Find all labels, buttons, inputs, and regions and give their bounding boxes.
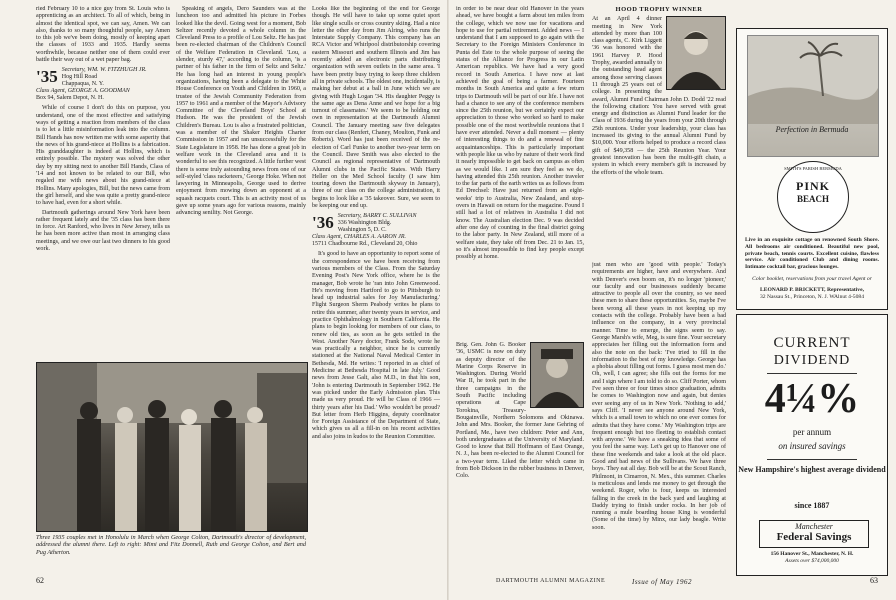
right-col1-bottom-text: Brig. Gen. John G. Booker '36, USMC is now on duty as deputy director of the Marine Corps Reserve in Washington. During World War II, he took part in the three campaigns in the South Pacific including operations at Cape Torokina, Treasury-Bougainville, Northern Solomons and Okinawa. John and Mrs. Booker, the former Jane Gehring of Portland, Me., have two children: Peter and Ann, both undergraduates at the University of Maryland. Good to know that Bill Hoffmann of East Orange, N. J., has been re-elected to the Alumni Council for a two-year term. Liked the letter which came in from Bob Dickson in the rubber business in Denver, Colo. — [456, 342, 584, 480]
pink-beach-rep: LEONARD P. BRICKETT, Representative, — [759, 286, 864, 293]
right-folio: 63 — [870, 576, 878, 585]
booker-portrait-illustration — [531, 343, 583, 407]
class-35-secretary: Secretary, WM. W. FITZHUGH JR. — [61, 67, 147, 74]
logo-pink: PINK — [796, 179, 830, 193]
pink-beach-logo — [777, 161, 849, 233]
bermuda-scene-illustration — [748, 36, 878, 124]
right-col1-text: in order to be near dear old Hanover in the years ahead, we have bought a farm about ten miles from the college, which we now use for vacations and hope to use for partial retirement. Added news — I understand that I am supposed to go again with the Secretary to the Foreign Ministers Conference in Punta del Este to the whole purpose of seeing the status of the Alliance for Progress in our Latin American republics. We have had a very good record in South America. I have now at last achieved the goal of being a farmer. Fourteen months in South America and quite a few return trips to Dartmouth will be part of our life. I have not had a chance to see any of the conference members since the 25th reunion, but we certainly expect our appreciation to those who worked so hard to make possible one of the most worthwhile reunions that I have ever attended. Never a dull moment — plenty of interesting things to do and a renewal of fine acquaintanceships. This is particularly important with people like us who by nature of their work find it nearly impossible to get back on campus as often as we would like. I am sure they feel as we do, having attended this 25th reunion. Another traveler to the far parts of the earth writes us as follows from Ed Drechsel: Have just returned from an eight-weeks' trip to Australia, New Zealand, and stop-overs in Hawaii on return for the magazine. Found I still had a lot of relatives in Australia I did not know. The Australian election Dec. 9 was decided after one day of counting in the final district going to the labor party. In New Zealand, still more of a welfare state, they take off from Dec. 21 to Jan. 15, so it's almost impossible to find key people except possibly at home. — [456, 6, 584, 261]
logo-beach: BEACH — [796, 194, 829, 204]
pink-beach-description: Live in an exquisite cottage on renowned South Shore. All bedrooms air conditioned. Beautiful new pool, private beach, tennis courts. Excellent cuisine, flawless service. Air conditioned Club and dining rooms. Intimate cocktail bar, gracious lounges. — [745, 237, 879, 271]
manchester-federal-logo — [759, 520, 869, 548]
left-column-3 — [312, 6, 440, 566]
logo-ring-text: SMITH'S PARISH BERMUDA — [784, 166, 842, 171]
state-highest: New Hampshire's highest average dividend — [738, 465, 886, 474]
left-column-2 — [176, 6, 306, 356]
honolulu-group-photo — [36, 362, 308, 532]
current-label: CURRENT — [773, 335, 851, 351]
booker-portrait-photo — [530, 342, 584, 408]
ad-rule-top — [767, 373, 857, 374]
class-36-address2: Washington 5, D. C. — [337, 227, 387, 234]
pink-beach-brochure: Color booklet, reservations from your travel Agent or — [752, 275, 872, 282]
right-col2-text: just men who are 'good with people.' Today's requirements are higher, have and everywhere. And with Denver's own boom on, it's no longer 'pioneer,' our faculty and our businesses suddenly became attractive to people all over the country, so we need these men to share these opportunities. So, maybe I've been wrong all these years in not keeping up my contacts with the college. Probably have been a bad influence on the company, in a very provincial manner. Time to emerge, the signs seem to say. George Marsh's wife, Meg, is sure fine. Your secretary appreciates her filling out the information form and also the note on the back: 'I've tried to fill in the information to the best of my knowledge. George has a phobia about filling out forms. I guess most men do.' Oh, well, I can agree; she fills out the forms for me and I sign where I am told to do so. Cliff Porter, whom I've seen three or four times since graduation, admits he comes to Washington now and again, but denies ever seeing any of us in New York. 'Nothing to add,' says Cliff. 'I never see anyone around New York, which is a small town to which no one ever comes for admits that they have come.' My Washington trips are frequent enough but too fleeting to establish contact with anyone.' We have a sneaking idea that some of you feel the same way. Let's get up to Hanover one of these fine weekends and take a look at the old place. Good and bad news of the Sullivans. We have three boys. They eat all day. Bob will be at the Scout Ranch, Philmont, in Cimarron, N. Mex., this summer. Charles is meticulous and lends me money to get through the weekend. Roger, who is four, keeps us interested falling in the creek in the back yard and laughing at Daddy trying to finish under rocks. In her job of running a mule boarding house King is wonderful (Some of the time) by Minx, our lady beagle. Write soon. — [592, 262, 726, 531]
class-36-address1: 336 Washington Bldg. — [337, 220, 392, 227]
left-folio: 62 — [36, 576, 44, 585]
running-head: DARTMOUTH ALUMNI MAGAZINE — [496, 578, 606, 584]
class-year-35: '35 — [36, 67, 58, 87]
pink-beach-body — [745, 237, 879, 300]
liggett-portrait-photo — [666, 16, 726, 90]
col1-top-text: ried February 10 to a nice guy from St. Louis who is apprenticing as an architect. To all of which, being in almost the identical spot, we can say, Amen. We can also, thanks to so many thoughtful people, say Amen to this job we've been doing, mostly of keeping apart the classes of 1933 and 1935. Hardly seems worthwhile, because neither one of them could ever battle their way out of a wet paper bag. — [36, 6, 170, 64]
manchester-street: 156 Hanover St., Manchester, N. H. — [770, 551, 854, 557]
class-36-agent-address: 15711 Chadbourne Rd., Cleveland 20, Ohio — [312, 241, 418, 248]
class-36-header — [312, 213, 440, 248]
pink-beach-advertisement — [736, 28, 888, 310]
class-35-address1: Hog Hill Road — [61, 74, 98, 81]
col1-body: While of course I don't do this on purpose, you understand, one of the most effective and satisfying ways of getting a reaction from members of the class is to let a little misinformation leak into the column. Bill Hands has now written me with some asperity that the news of his grand-niece at Hollins is a fabrication. His granddaughter is indeed at Hollins, which is entirely possible. The mystery was solved the other day by my sitting next to another Bill Hands, Class of '14 and not known to be related to our Bill, who regaled me with news about his grand-niece at Hollins. Many apologies, Bill, but the news came from the girl herself, and she was quite a pretty grand-niece to have had, even for a short while. — [36, 105, 170, 207]
class-35-header — [36, 67, 170, 102]
col2-text: Speaking of angels, Dero Saunders was at the luncheon too and admitted his picture in Forbes looked like the devil. Going west for a moment, Bob Seltzer recently devoted a whole column in the Cleveland Press to a profile of Lou Seltz. He has just been re-elected chairman of the Children's Council of the Welfare Federation in Cleveland. 'Lou, a slender, sturdy 47,' according to the column, 'is a partner of his father in the firm of Seltz and Seltz.' He has long had an interest in young people's organizations, having been a delegate to the White House Conference on Youth and Children in 1960, a trustee of the Jewish Community Federation from 1957 to 1961 and a member of the Mayor's Advisory Committee of the Cleveland Boys' School at Hudson. He was the president of the Jewish Children's Bureau. Lou is also a frustrated politician, was a member of the Shaker Heights Charter Commission in 1957 and ran unsuccessfully for the State Legislature in 1958. He has done a great job in welfare work in the Cleveland area and it is wonderful to see this recognized. A little further west there is some truly astounding news from one of our self-styled 'class racketeers,' George Hoke. When not lawyering in Minneapolis, George used to derive enjoyment from mowing down an opponent at a squash racquets court. This is an activity most of us gave up some years ago for various reasons, mainly advancing senility. Not George. — [176, 6, 306, 217]
class-year-36: '36 — [312, 213, 334, 233]
class-35-address2: Chappaqua, N. Y. — [61, 81, 104, 88]
hood-trophy-heading: HOOD TROPHY WINNER — [615, 6, 703, 13]
right-column-1-bottom — [456, 342, 584, 572]
hood-trophy-text: At an April 4 dinner meeting in New York attended by more than 100 class agents, C. Kirk Liggett '36 was honored with the 1961 Harvey P. Hood Trophy, awarded annually to the outstanding head agent among those serving classes 11 through 25 years out of college. In presenting the award, Alumni Fund Chairman John D. Dodd '22 read the following citation: You have served with great energy and distinction as Alumni Fund leader for the Class of 1936 during the years from your 20th through 25th reunions. Under your leadership, your class has increased its giving to the annual Alumni Fund by $10,000. Your efforts helped to produce a record class gift of $49,358 — the 25th Reunion Year. Your greatest innovation has been the multi-gift chain, a system in which every member's gift is increased by the efforts of the whole team. — [592, 16, 726, 176]
bermuda-tagline: Perfection in Bermuda — [775, 125, 849, 134]
issue-line: Issue of May 1962 — [632, 578, 693, 586]
manchester-assets: Assets over $74,000,000 — [785, 558, 839, 564]
class-36-agent: Class Agent, CHARLES A. AARON JR. — [312, 234, 406, 241]
pink-beach-rep-address: 32 Nassau St., Princeton, N. J. WAlnut 4-5084 — [760, 293, 864, 300]
bermuda-photo — [747, 35, 879, 157]
right-column-2 — [592, 262, 726, 572]
logo-manchester: Manchester — [795, 522, 833, 531]
dividend-label: DIVIDEND — [773, 353, 851, 368]
insured-savings: on insured savings — [778, 441, 846, 451]
class-35-agent: Class Agent, GEORGE A. GOODMAN — [36, 88, 130, 95]
class-36-secretary: Secretary, BARRY C. SULLIVAN — [337, 213, 417, 220]
manchester-address — [737, 551, 887, 565]
since-1887: since 1887 — [794, 501, 830, 510]
class-35-agent-address: Box 94, Salem Depot, N. H. — [36, 95, 104, 102]
photo-caption: Three 1935 couples met in Honolulu in March when George Colton, Dartmouth's director of development, addressed the alumni there. Left to right: Mimi and Fitz Donnell, Ruth and George Colton, and Bert and Pug Atherton. — [36, 534, 306, 556]
col3-text: Looks like the beginning of the end for George though. He will have to take up some quiet sport like single sculls or cross country skiing. Had a nice letter the other day from Jim Alring, who runs the Interstate Supply Company. This company has an RCA Victor and Whirlpool distributorship covering eastern Missouri and southern Illinois and Jim has recently added an electronic parts distributing organization with seven outlets in the same area. 'I have been pretty busy trying to keep three children all in private schools. The oldest one, incidentally, is making her debut at a ball in June which we are giving with Hugh Logan '34. His daughter Peggy is the same age as Dena Anne and we hope for a big turnout of classmates.' We seem to be holding our own in representation at the Dartmouth Alumni Council. The January meeting saw five delegates from our class (Renfert, Chaney, Moulton, Funk and Roberts). Word has just been received of the re-election of Carl Funke to another two-year term on the Council. Dave Smith was also elected to the Council as regional representative of Dartmouth Alumni clubs in the Pacific States. With Harry Heller on the Med School faculty (I saw him touring down the Dartmouth skyway in January), three of our class on the college administration, it begins to look like a '35 takeover. Sure, we seem to be keeping our end up. — [312, 6, 440, 210]
col3-body-2: It's good to have an opportunity to report some of the correspondence we have been receiving from various members of the Class. From the Saturday Evening Post's New York office, where he is the manager, Bob wrote he 'ran into John Greenwood. He's moving from Hartford to go to Pittsburgh to head up industrial sales for Joy Manufacturing.' Flight Surgeon Sherm Peabody writes he plans to retire this summer, after twenty years in service, and practice Ophthalmology in Southern California. He plans to begin looking for members of our class, to renew old ties, as soon as he gets settled in the West. Another Navy doctor, Frank Sode, wrote he was practically a neighbor, since he is currently stationed at the National Naval Medical Center in Bethesda, Md. He writes: 'I reported in as chief of Medicine at Bethesda Hospital in late July.' Good news from Jesse Galt, also M.D., in that his son, 'John is entering Dartmouth in September 1962. He was picked under the Early Admission plan. This made us very proud. He will be Class of 1966 — thirty years after his Dad.' Who wouldn't be proud? But letter from Herb Higgins, deputy coordinator for Foreign Assistance of the Department of State, which gives us all a fill-in on his recent activities and also joins in kudos to the Reunion Committee. — [312, 251, 440, 440]
liggett-portrait-illustration — [667, 17, 725, 89]
logo-federal-savings: Federal Savings — [776, 531, 852, 543]
hood-trophy-article — [592, 6, 726, 256]
group-photo-illustration — [37, 363, 307, 531]
manchester-savings-advertisement — [736, 314, 888, 576]
right-column-1 — [456, 6, 584, 336]
dividend-rate: 4¼% — [764, 376, 860, 422]
ad-rule-middle — [767, 459, 857, 460]
col1-body-2: Dartmouth gatherings around New York have been rather frequent lately and the '35 class has been there in force. Art Ranford, who lives in New Jersey, tells us he has been more active than most in arranging class meetings, and we owe our last two dinners to his good work. — [36, 209, 170, 253]
per-annum: per annum — [792, 427, 832, 437]
